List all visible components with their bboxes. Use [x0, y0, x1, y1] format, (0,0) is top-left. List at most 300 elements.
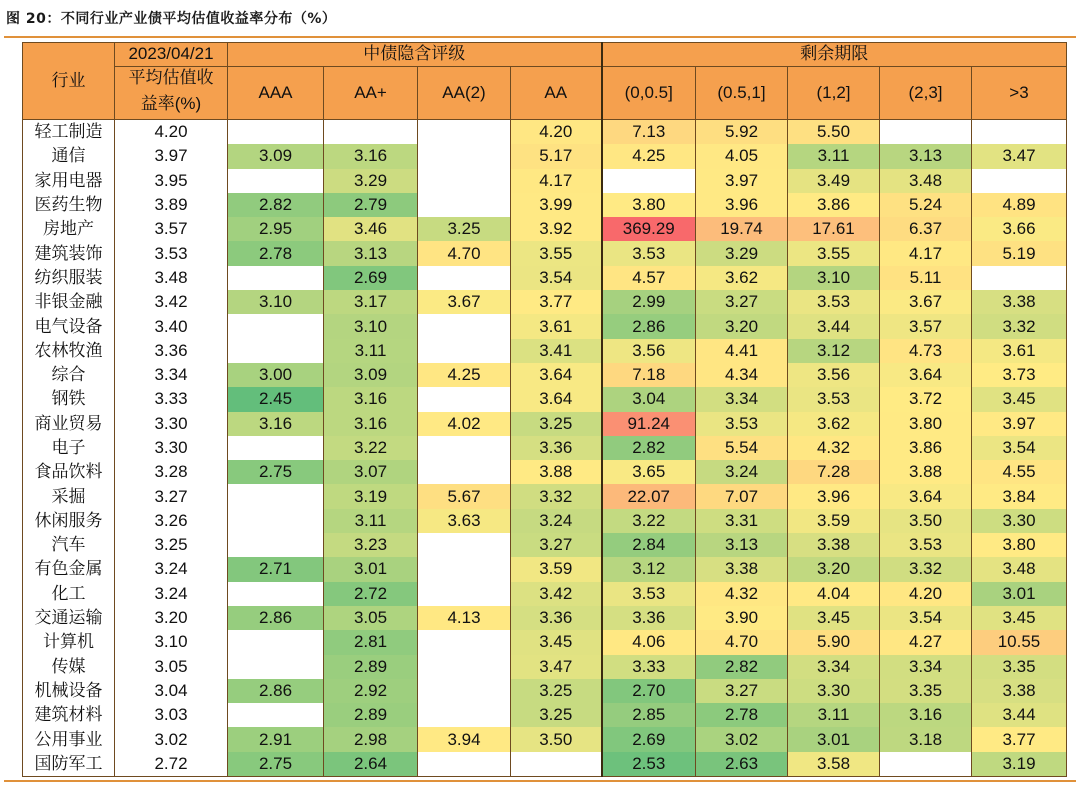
value-cell-aa: 3.55: [511, 241, 602, 265]
value-cell-aa: 3.61: [511, 314, 602, 338]
value-cell-term-0-0.5: 7.18: [602, 363, 696, 387]
industry-cell: 农林牧渔: [23, 339, 115, 363]
value-cell-term-0.5-1: 4.34: [696, 363, 788, 387]
industry-cell: 化工: [23, 582, 115, 606]
value-cell-term-1-2: 5.90: [788, 630, 880, 654]
industry-cell: 房地产: [23, 217, 115, 241]
top-rule: [4, 36, 1076, 38]
avg-yield-cell: 3.42: [115, 290, 228, 314]
value-cell-term-0-0.5: 3.56: [602, 339, 696, 363]
value-cell-term-2-3: 3.35: [880, 679, 972, 703]
avg-yield-cell: 3.05: [115, 655, 228, 679]
value-cell-aaa: 2.86: [228, 679, 324, 703]
table-row: [23, 290, 1067, 314]
table-row: [23, 582, 1067, 606]
table-row: [23, 266, 1067, 290]
industry-cell: 有色金属: [23, 557, 115, 581]
value-cell-aa2: [418, 266, 511, 290]
value-cell-term-0-0.5: 2.85: [602, 703, 696, 727]
value-cell-aa-plus: 2.89: [324, 655, 418, 679]
value-cell-aa: 5.17: [511, 144, 602, 168]
value-cell-term-2-3: 3.57: [880, 314, 972, 338]
value-cell-aaa: 3.16: [228, 412, 324, 436]
industry-cell: 机械设备: [23, 679, 115, 703]
value-cell-term-gt3: 3.84: [972, 484, 1067, 508]
value-cell-term-gt3: 3.32: [972, 314, 1067, 338]
value-cell-aa: 4.20: [511, 120, 602, 145]
value-cell-term-0.5-1: 5.54: [696, 436, 788, 460]
value-cell-term-2-3: 3.53: [880, 533, 972, 557]
value-cell-term-2-3: 4.73: [880, 339, 972, 363]
table-body: [23, 120, 1067, 777]
value-cell-term-0-0.5: 2.70: [602, 679, 696, 703]
value-cell-term-0-0.5: 2.82: [602, 436, 696, 460]
table-row: [23, 679, 1067, 703]
value-cell-aaa: 2.75: [228, 752, 324, 777]
value-cell-term-2-3: 3.86: [880, 436, 972, 460]
industry-cell: 食品饮料: [23, 460, 115, 484]
value-cell-term-0.5-1: 4.32: [696, 582, 788, 606]
value-cell-term-gt3: 3.35: [972, 655, 1067, 679]
value-cell-aaa: 2.86: [228, 606, 324, 630]
value-cell-aa2: [418, 436, 511, 460]
value-cell-term-0.5-1: 7.07: [696, 484, 788, 508]
header-group-rating: 中债隐含评级: [228, 43, 602, 67]
value-cell-aaa: 2.91: [228, 727, 324, 751]
header-avg-label-2: 益率(%): [115, 91, 228, 120]
avg-yield-cell: 3.33: [115, 387, 228, 411]
value-cell-term-gt3: 5.19: [972, 241, 1067, 265]
value-cell-aa: 3.36: [511, 436, 602, 460]
header-rating-aa: AA: [511, 67, 602, 120]
industry-cell: 采掘: [23, 484, 115, 508]
value-cell-aa-plus: 3.22: [324, 436, 418, 460]
value-cell-term-1-2: 3.96: [788, 484, 880, 508]
value-cell-term-gt3: 3.61: [972, 339, 1067, 363]
value-cell-aa: 3.50: [511, 727, 602, 751]
value-cell-term-1-2: 3.58: [788, 752, 880, 777]
value-cell-term-1-2: 17.61: [788, 217, 880, 241]
avg-yield-cell: 3.34: [115, 363, 228, 387]
value-cell-aa: 3.99: [511, 193, 602, 217]
value-cell-term-1-2: 3.10: [788, 266, 880, 290]
table-row: [23, 606, 1067, 630]
value-cell-aa: 3.36: [511, 606, 602, 630]
value-cell-aa2: [418, 387, 511, 411]
value-cell-term-2-3: 4.17: [880, 241, 972, 265]
value-cell-term-0-0.5: [602, 169, 696, 193]
industry-cell: 汽车: [23, 533, 115, 557]
industry-cell: 计算机: [23, 630, 115, 654]
value-cell-term-1-2: 5.50: [788, 120, 880, 145]
value-cell-aa2: [418, 339, 511, 363]
yield-table: [22, 42, 1067, 777]
value-cell-aa2: 3.94: [418, 727, 511, 751]
value-cell-term-gt3: 3.45: [972, 387, 1067, 411]
value-cell-term-2-3: 3.18: [880, 727, 972, 751]
value-cell-term-gt3: 10.55: [972, 630, 1067, 654]
avg-yield-cell: 3.97: [115, 144, 228, 168]
value-cell-term-0.5-1: 2.82: [696, 655, 788, 679]
value-cell-term-0.5-1: 4.41: [696, 339, 788, 363]
value-cell-aa: 3.59: [511, 557, 602, 581]
value-cell-aaa: [228, 655, 324, 679]
avg-yield-cell: 3.57: [115, 217, 228, 241]
industry-cell: 钢铁: [23, 387, 115, 411]
value-cell-aa-plus: 3.16: [324, 412, 418, 436]
table-row: [23, 314, 1067, 338]
value-cell-term-gt3: [972, 266, 1067, 290]
industry-cell: 传媒: [23, 655, 115, 679]
value-cell-aa: 4.17: [511, 169, 602, 193]
table-row: [23, 533, 1067, 557]
value-cell-term-0-0.5: 3.53: [602, 582, 696, 606]
value-cell-term-0.5-1: 3.13: [696, 533, 788, 557]
table-row: [23, 241, 1067, 265]
value-cell-aa2: [418, 193, 511, 217]
value-cell-term-1-2: 3.30: [788, 679, 880, 703]
header-rating-aa2: AA(2): [418, 67, 511, 120]
header-term-1-2: (1,2]: [788, 67, 880, 120]
value-cell-aaa: [228, 533, 324, 557]
table-row: [23, 630, 1067, 654]
table-row: [23, 460, 1067, 484]
value-cell-term-0-0.5: 3.53: [602, 241, 696, 265]
value-cell-term-0.5-1: 4.05: [696, 144, 788, 168]
value-cell-term-2-3: 3.48: [880, 169, 972, 193]
table-row: [23, 217, 1067, 241]
avg-yield-cell: 3.04: [115, 679, 228, 703]
value-cell-aa2: [418, 169, 511, 193]
industry-cell: 交通运输: [23, 606, 115, 630]
header-rating-aa-plus: AA+: [324, 67, 418, 120]
value-cell-term-gt3: 3.38: [972, 290, 1067, 314]
value-cell-aa-plus: 2.79: [324, 193, 418, 217]
value-cell-aa: 3.47: [511, 655, 602, 679]
value-cell-term-1-2: 3.53: [788, 387, 880, 411]
value-cell-aa: 3.54: [511, 266, 602, 290]
value-cell-term-gt3: 3.73: [972, 363, 1067, 387]
value-cell-aa2: 4.02: [418, 412, 511, 436]
table-row: [23, 120, 1067, 145]
industry-cell: 国防军工: [23, 752, 115, 777]
value-cell-term-0-0.5: 3.36: [602, 606, 696, 630]
avg-yield-cell: 3.24: [115, 582, 228, 606]
value-cell-aa-plus: 2.64: [324, 752, 418, 777]
value-cell-term-1-2: 3.38: [788, 533, 880, 557]
value-cell-aa2: [418, 679, 511, 703]
value-cell-aa2: 4.25: [418, 363, 511, 387]
industry-cell: 公用事业: [23, 727, 115, 751]
industry-cell: 电子: [23, 436, 115, 460]
value-cell-term-0-0.5: 3.33: [602, 655, 696, 679]
table-row: [23, 436, 1067, 460]
value-cell-aa: 3.77: [511, 290, 602, 314]
value-cell-aaa: 2.75: [228, 460, 324, 484]
value-cell-aa2: 4.70: [418, 241, 511, 265]
value-cell-term-2-3: 3.88: [880, 460, 972, 484]
table-row: [23, 557, 1067, 581]
value-cell-aaa: [228, 630, 324, 654]
industry-cell: 综合: [23, 363, 115, 387]
value-cell-aa-plus: 2.92: [324, 679, 418, 703]
value-cell-aa: 3.25: [511, 412, 602, 436]
value-cell-aa2: [418, 703, 511, 727]
value-cell-term-2-3: 3.64: [880, 363, 972, 387]
value-cell-term-2-3: 3.50: [880, 509, 972, 533]
industry-cell: 轻工制造: [23, 120, 115, 145]
table-row: [23, 484, 1067, 508]
value-cell-aa-plus: 3.29: [324, 169, 418, 193]
header-group-term: 剩余期限: [602, 43, 1067, 67]
value-cell-term-2-3: [880, 120, 972, 145]
value-cell-term-gt3: 3.77: [972, 727, 1067, 751]
avg-yield-cell: 3.30: [115, 436, 228, 460]
table-row: [23, 387, 1067, 411]
value-cell-aa2: [418, 460, 511, 484]
value-cell-term-1-2: 3.56: [788, 363, 880, 387]
industry-cell: 纺织服装: [23, 266, 115, 290]
value-cell-term-0-0.5: 2.86: [602, 314, 696, 338]
value-cell-aa-plus: 3.10: [324, 314, 418, 338]
value-cell-term-gt3: 3.01: [972, 582, 1067, 606]
value-cell-term-0.5-1: 2.78: [696, 703, 788, 727]
value-cell-term-2-3: [880, 752, 972, 777]
value-cell-term-0-0.5: 91.24: [602, 412, 696, 436]
value-cell-aa2: 4.13: [418, 606, 511, 630]
value-cell-term-0.5-1: 3.31: [696, 509, 788, 533]
avg-yield-cell: 3.20: [115, 606, 228, 630]
value-cell-aaa: [228, 339, 324, 363]
value-cell-term-2-3: 3.34: [880, 655, 972, 679]
table-row: [23, 193, 1067, 217]
value-cell-term-0.5-1: 3.38: [696, 557, 788, 581]
table-row: [23, 412, 1067, 436]
value-cell-term-gt3: [972, 120, 1067, 145]
value-cell-aa-plus: 3.13: [324, 241, 418, 265]
avg-yield-cell: 3.24: [115, 557, 228, 581]
value-cell-aa2: 5.67: [418, 484, 511, 508]
value-cell-aa-plus: [324, 120, 418, 145]
industry-cell: 商业贸易: [23, 412, 115, 436]
value-cell-aa-plus: 3.16: [324, 144, 418, 168]
value-cell-aa-plus: 2.69: [324, 266, 418, 290]
header-term-0-0.5: (0,0.5]: [602, 67, 696, 120]
value-cell-aa2: [418, 314, 511, 338]
value-cell-aa2: [418, 630, 511, 654]
value-cell-term-1-2: 3.20: [788, 557, 880, 581]
value-cell-term-0-0.5: 3.65: [602, 460, 696, 484]
table-row: [23, 703, 1067, 727]
value-cell-aa-plus: 3.11: [324, 509, 418, 533]
avg-yield-cell: 3.36: [115, 339, 228, 363]
avg-yield-cell: 3.26: [115, 509, 228, 533]
header-term-2-3: (2,3]: [880, 67, 972, 120]
value-cell-term-0-0.5: 4.57: [602, 266, 696, 290]
value-cell-term-0.5-1: 3.53: [696, 412, 788, 436]
value-cell-aa-plus: 3.01: [324, 557, 418, 581]
value-cell-aaa: [228, 314, 324, 338]
value-cell-term-1-2: 3.62: [788, 412, 880, 436]
value-cell-aa-plus: 2.81: [324, 630, 418, 654]
value-cell-term-2-3: 3.16: [880, 703, 972, 727]
avg-yield-cell: 3.03: [115, 703, 228, 727]
value-cell-term-gt3: 3.48: [972, 557, 1067, 581]
value-cell-term-0.5-1: 3.96: [696, 193, 788, 217]
industry-cell: 建筑装饰: [23, 241, 115, 265]
value-cell-term-gt3: 3.66: [972, 217, 1067, 241]
header-term-0.5-1: (0.5,1]: [696, 67, 788, 120]
table-row: [23, 339, 1067, 363]
value-cell-aa: 3.27: [511, 533, 602, 557]
value-cell-aa: 3.42: [511, 582, 602, 606]
value-cell-aa: 3.64: [511, 363, 602, 387]
value-cell-aa-plus: 3.11: [324, 339, 418, 363]
value-cell-aa2: [418, 120, 511, 145]
header-avg-date: 2023/04/21: [115, 43, 228, 67]
value-cell-aa: 3.24: [511, 509, 602, 533]
value-cell-term-1-2: 3.45: [788, 606, 880, 630]
avg-yield-cell: 3.40: [115, 314, 228, 338]
industry-cell: 非银金融: [23, 290, 115, 314]
value-cell-aaa: 3.09: [228, 144, 324, 168]
value-cell-term-0.5-1: 19.74: [696, 217, 788, 241]
table-row: [23, 509, 1067, 533]
value-cell-term-0.5-1: 2.63: [696, 752, 788, 777]
value-cell-aa2: [418, 655, 511, 679]
value-cell-aa-plus: 3.07: [324, 460, 418, 484]
value-cell-term-gt3: 3.19: [972, 752, 1067, 777]
table-row: [23, 169, 1067, 193]
value-cell-aaa: [228, 582, 324, 606]
value-cell-term-gt3: 4.55: [972, 460, 1067, 484]
value-cell-term-1-2: 3.01: [788, 727, 880, 751]
value-cell-term-gt3: [972, 169, 1067, 193]
avg-yield-cell: 2.72: [115, 752, 228, 777]
value-cell-term-1-2: 3.49: [788, 169, 880, 193]
value-cell-term-gt3: 4.89: [972, 193, 1067, 217]
value-cell-aa2: [418, 582, 511, 606]
value-cell-aa: 3.88: [511, 460, 602, 484]
avg-yield-cell: 3.53: [115, 241, 228, 265]
value-cell-aaa: [228, 703, 324, 727]
value-cell-term-2-3: 5.11: [880, 266, 972, 290]
value-cell-term-2-3: 3.54: [880, 606, 972, 630]
value-cell-aa-plus: 3.16: [324, 387, 418, 411]
avg-yield-cell: 3.02: [115, 727, 228, 751]
value-cell-aa: 3.45: [511, 630, 602, 654]
value-cell-aa-plus: 2.72: [324, 582, 418, 606]
value-cell-term-2-3: 3.64: [880, 484, 972, 508]
value-cell-aa: 3.25: [511, 703, 602, 727]
value-cell-term-1-2: 3.12: [788, 339, 880, 363]
value-cell-term-0-0.5: 2.99: [602, 290, 696, 314]
value-cell-aaa: 2.78: [228, 241, 324, 265]
value-cell-term-2-3: 3.13: [880, 144, 972, 168]
value-cell-aaa: 3.00: [228, 363, 324, 387]
avg-yield-cell: 3.10: [115, 630, 228, 654]
value-cell-aa-plus: 3.09: [324, 363, 418, 387]
value-cell-term-0-0.5: 4.06: [602, 630, 696, 654]
avg-yield-cell: 3.28: [115, 460, 228, 484]
value-cell-aa-plus: 3.17: [324, 290, 418, 314]
avg-yield-cell: 3.25: [115, 533, 228, 557]
value-cell-term-2-3: 3.72: [880, 387, 972, 411]
value-cell-term-gt3: 3.54: [972, 436, 1067, 460]
value-cell-term-0-0.5: 3.04: [602, 387, 696, 411]
value-cell-aa2: [418, 557, 511, 581]
value-cell-aaa: [228, 266, 324, 290]
avg-yield-cell: 3.27: [115, 484, 228, 508]
value-cell-term-0.5-1: 5.92: [696, 120, 788, 145]
value-cell-term-1-2: 3.86: [788, 193, 880, 217]
value-cell-term-1-2: 3.55: [788, 241, 880, 265]
value-cell-term-1-2: 4.04: [788, 582, 880, 606]
value-cell-term-2-3: 4.20: [880, 582, 972, 606]
value-cell-aa-plus: 2.89: [324, 703, 418, 727]
value-cell-term-1-2: 3.44: [788, 314, 880, 338]
header-avg-label-1: 平均估值收: [115, 67, 228, 91]
value-cell-aaa: 2.82: [228, 193, 324, 217]
value-cell-term-gt3: 3.80: [972, 533, 1067, 557]
value-cell-term-0-0.5: 369.29: [602, 217, 696, 241]
value-cell-term-0.5-1: 4.70: [696, 630, 788, 654]
value-cell-aaa: [228, 436, 324, 460]
table-row: [23, 752, 1067, 777]
value-cell-term-0-0.5: 3.22: [602, 509, 696, 533]
value-cell-aa2: 3.67: [418, 290, 511, 314]
value-cell-term-2-3: 3.32: [880, 557, 972, 581]
value-cell-term-0.5-1: 3.27: [696, 679, 788, 703]
value-cell-term-1-2: 3.53: [788, 290, 880, 314]
figure-title: 图 20：不同行业产业债平均估值收益率分布（%）: [6, 11, 337, 27]
value-cell-aa-plus: 3.46: [324, 217, 418, 241]
industry-cell: 电气设备: [23, 314, 115, 338]
value-cell-term-1-2: 4.32: [788, 436, 880, 460]
table-row: [23, 655, 1067, 679]
value-cell-term-0-0.5: 4.25: [602, 144, 696, 168]
industry-cell: 通信: [23, 144, 115, 168]
value-cell-term-2-3: 4.27: [880, 630, 972, 654]
value-cell-aa: 3.92: [511, 217, 602, 241]
value-cell-term-2-3: 5.24: [880, 193, 972, 217]
value-cell-aaa: [228, 120, 324, 145]
value-cell-term-2-3: 3.67: [880, 290, 972, 314]
value-cell-term-0.5-1: 3.27: [696, 290, 788, 314]
value-cell-aaa: 2.71: [228, 557, 324, 581]
value-cell-term-0.5-1: 3.29: [696, 241, 788, 265]
value-cell-term-gt3: 3.44: [972, 703, 1067, 727]
header-rating-aaa: AAA: [228, 67, 324, 120]
industry-cell: 建筑材料: [23, 703, 115, 727]
value-cell-term-0-0.5: 22.07: [602, 484, 696, 508]
value-cell-term-2-3: 3.80: [880, 412, 972, 436]
value-cell-term-gt3: 3.30: [972, 509, 1067, 533]
value-cell-aa: 3.25: [511, 679, 602, 703]
value-cell-aa-plus: 3.19: [324, 484, 418, 508]
value-cell-term-1-2: 3.59: [788, 509, 880, 533]
value-cell-term-1-2: 3.34: [788, 655, 880, 679]
header-industry: 行业: [23, 43, 115, 120]
value-cell-aa2: 3.63: [418, 509, 511, 533]
value-cell-term-0-0.5: 2.53: [602, 752, 696, 777]
value-cell-aa-plus: 3.23: [324, 533, 418, 557]
value-cell-aaa: 2.95: [228, 217, 324, 241]
value-cell-aaa: 2.45: [228, 387, 324, 411]
value-cell-term-0-0.5: 7.13: [602, 120, 696, 145]
value-cell-term-0.5-1: 3.97: [696, 169, 788, 193]
value-cell-term-0.5-1: 3.02: [696, 727, 788, 751]
